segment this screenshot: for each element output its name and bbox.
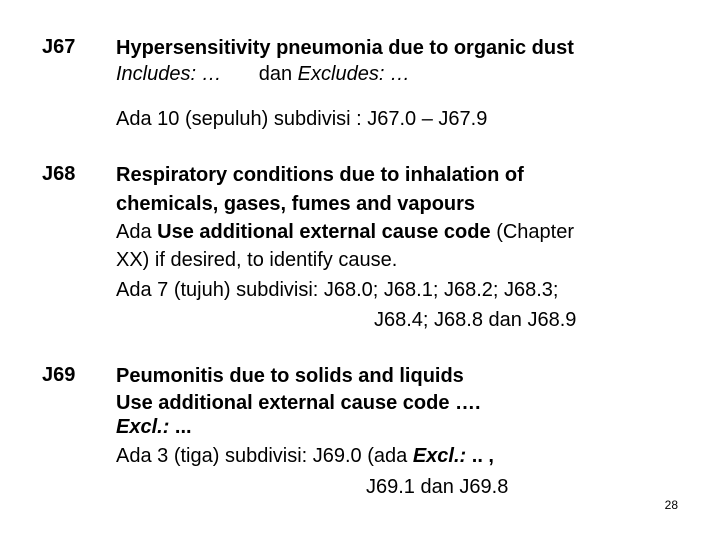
- j68-title-line1: Respiratory conditions due to inhalation of: [116, 164, 524, 186]
- code-j67: J67: [42, 36, 76, 58]
- j68-use-suffix: (Chapter: [496, 221, 574, 243]
- j69-use-line: Use additional external cause code ….: [116, 392, 481, 414]
- j69-subdivisions-prefix: Ada 3 (tiga) subdivisi: J69.0 (ada: [116, 445, 408, 467]
- j68-subdivisions-line2: J68.4; J68.8 dan J68.9: [374, 309, 577, 331]
- j68-use-line: [116, 220, 574, 244]
- j69-subdivisions-line2: J69.1 dan J69.8: [366, 476, 509, 498]
- j68-use-prefix: Ada: [116, 221, 152, 243]
- code-j68: J68: [42, 163, 76, 185]
- j68-title-line2: chemicals, gases, fumes and vapours: [116, 193, 476, 215]
- j69-subdivisions-line1: [116, 444, 494, 468]
- j69-excl-value: ...: [174, 416, 192, 438]
- j67-includes: Includes: …: [116, 63, 222, 85]
- j69-subdivisions-excl: Excl.:: [412, 445, 467, 467]
- j69-title: Peumonitis due to solids and liquids: [116, 365, 464, 387]
- code-j69: J69: [42, 364, 76, 386]
- j69-subdivisions-suffix: .. ,: [466, 445, 494, 467]
- j67-title: Hypersensitivity pneumonia due to organic dust: [116, 37, 574, 59]
- j67-subdivisions: Ada 10 (sepuluh) subdivisi : J67.0 – J67.9: [116, 108, 488, 130]
- j69-excl-line: [116, 415, 192, 439]
- j67-dan: dan: [258, 63, 293, 85]
- j67-excludes: Excludes: …: [297, 63, 410, 85]
- j68-use-line2: XX) if desired, to identify cause.: [116, 249, 398, 271]
- j68-subdivisions-line1: Ada 7 (tujuh) subdivisi: J68.0; J68.1; J68.2; J68.3;: [116, 279, 559, 301]
- j67-includes-excludes: [116, 62, 410, 86]
- j68-use-bold: Use additional external cause code: [157, 221, 491, 243]
- j69-excl-label: Excl.:: [116, 416, 170, 438]
- page-number: 28: [664, 498, 678, 512]
